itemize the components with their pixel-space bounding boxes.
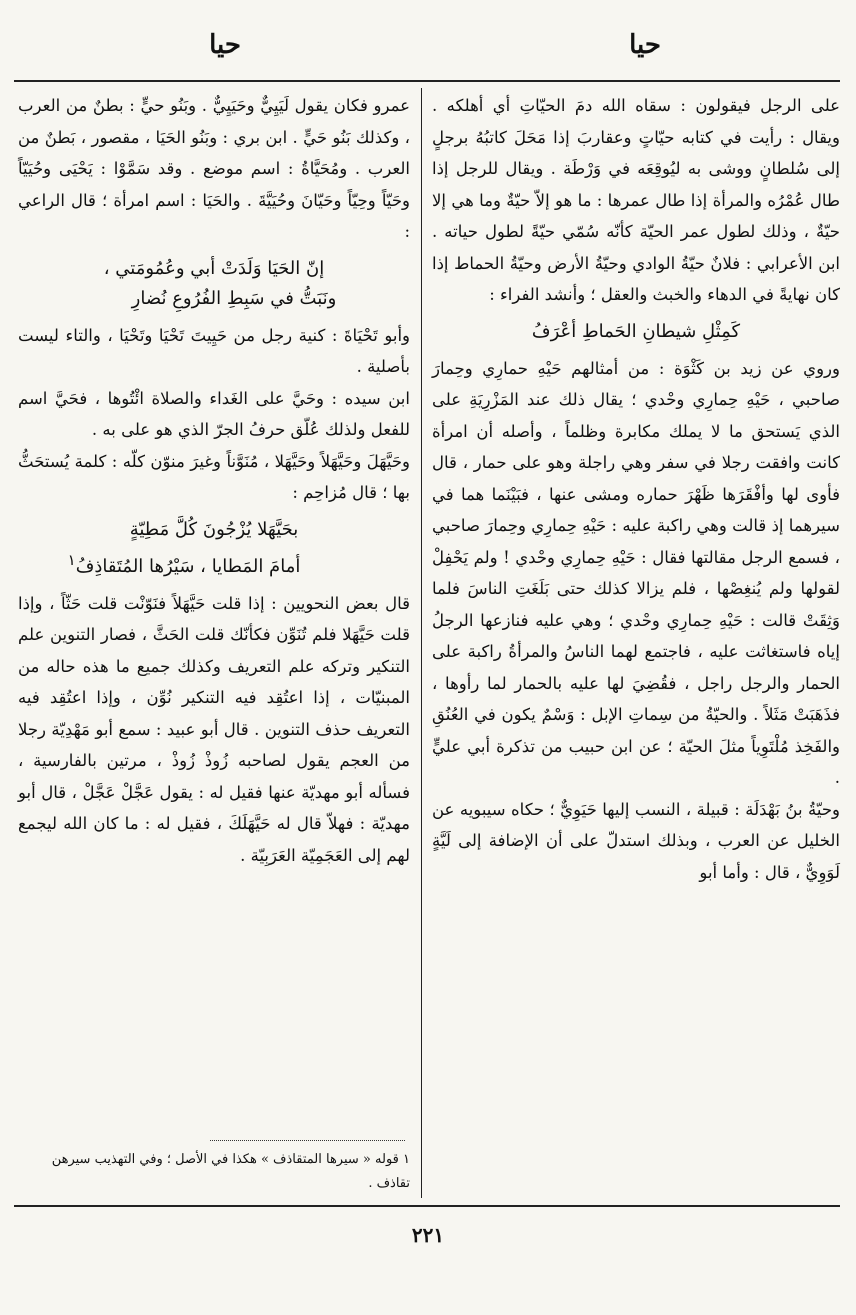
footnote-separator <box>210 1140 405 1141</box>
left-paragraph-2: وأبو تَحْيَاةَ : كنية رجل من حَيِيتَ تَحْيَا وتَحْيَا ، والتاء ليست بأصلية . <box>18 325 410 376</box>
left-paragraph-5: قال بعض النحويين : إذا قلت حَيَّهَلاً فنَوّنْت قلت حَثّاً ، وإذا قلت حَيَّهَلا فلم تُنَوِّن فكأنّك قلت الحَثَّ ، فصار التنوين علم التنكير وتركه علم التعريف وكذلك جميع ما هذه حاله من المبنيّات ، إذا اعتُقِد فيه التنكير نُوِّن ، وإذا اعتُقِد فيه التعريف حذف التنوين . قال أبو عبيد : سمع أبو مَهْدِيّة رجلا من العجم يقول لصاحبه زُوذْ زُوذْ ، مرتين بالفارسية ، فسأله أبو مهديّة عنها فقيل له : يقول عَجَّلْ عَجَّلْ ، قال أبو مهديّة : فهلاّ قال له حَيَّهَلَكَ ، فقيل له : ما كان الله ليجمع لهم إلى العَجَمِيّة العَرَبِيّة . <box>18 593 410 865</box>
page-number: ٢٢١ <box>411 1223 445 1247</box>
left-column <box>18 90 410 871</box>
footnote: ١ قوله « سيرها المتقاذف » هكذا في الأصل ؛ وفي التهذيب سيرهن تقاذف . <box>51 1152 410 1191</box>
right-paragraph-2: وروي عن زيد بن كَثْوَة : من أمثالهم حَيْهِ حمارِي وحِمارَ صاحبي ، حَيْهِ حِمارِي وحْدي ؛ يقال ذلك عند المَزْرِيَةِ على الذي يَستحق ما لا يملك مكابرة وظلماً ، وأصله أن امرأة كانت وافقت رجلا في سفر وهي راجلة وهو على حمار ، قال فأوى لها وأفْقَرَها ظَهْرَ حماره ومشى عنها ، فبَيْنَما هما في سيرهما إذ قالت وهي راكبة عليه : حَيْهِ حِمارِي وحِمارَ صاحبي ، فسمع الرجل مقالتها فقال : حَيْهِ حِمارِي وحْدي ! ولم يَحْفِلْ لقولها ولم يُنغِصْها ، فلم يزالا كذلك حتى بَلَغَتِ الناسَ فلما وَثِقَتْ قالت : حَيْهِ حِمارِي وحْدي ؛ وهي عليه فنازعها الرجلُ إياه فاستغاثت عليه ، فاجتمع لهما الناسُ والمرأةُ راكبة على الحمار والرجل راجل ، فقُضِيَ لها عليه بالحمار لما رأوها ، فذَهَبَتْ مَثَلاً . والحيّةُ من سِماتِ الإبل : وَسْمٌ يكون في العُنُقِ والفَخِذ مُلْتَوِياً مثلَ الحيّة ؛ عن ابن حبيب من تذكرة أبي عليٍّ . <box>432 358 840 787</box>
right-paragraph-1: على الرجل فيقولون : سقاه الله دمَ الحيّاتِ أي أهلكه . ويقال : رأيت في كتابه حيّاتٍ وعقاربَ إذا مَحَلَ كاتبُهُ برجلٍ إلى سُلطانٍ ووشى به ليُوقِعَه في وَرْطَة . ويقال للرجل إذا طال عُمْرُه والمرأة إذا طال عمرها : ما هو إلاّ حيّةٌ وما هي إلا حيّةٌ ، وذلك لطول عمر الحيّة كأنّه سُمّي حيّةً لطول حياته . ابن الأعرابي : فلانٌ حيّةُ الوادي وحيّةُ الأرض وحيّةُ الحماط إذا كان نهايةً في الدهاء والخبث والعقل ؛ وأنشد الفراء : <box>432 96 840 304</box>
left-verse-2 <box>18 515 410 582</box>
right-verse-1 <box>432 317 840 347</box>
left-paragraph-1: عمرو فكان يقول لَيَيِيٌّ وحَيَيِيٌّ . وبَنُو حيٍّ : بطنٌ من العرب ، وكذلك بَنُو حَيٍّ . ابن بري : وبَنُو الحَيَا ، مقصور ، بَطنٌ من العرب . ومُحَيَّاةُ : اسم موضع . وقد سَمَّوْا : يَحْيَى وحُيَيّاً وحَيّاً وحِيّاً وحَيّانَ وحُيَيَّةَ . والحَيَا : اسم امرأة ؛ قال الراعي : <box>18 96 410 241</box>
top-rule <box>14 80 840 82</box>
left-paragraph-3: ابن سيده : وحَيَّ على الغَداء والصلاة ائْتُوها ، فحَيَّ اسم للفعل ولذلك عُلّق حرفُ الجرّ الذي هو على به . <box>18 388 410 439</box>
right-paragraph-3: وحيّةُ بنُ بَهْدَلَة : قبيلة ، النسب إليها حَيَوِيٌّ ؛ حكاه سيبويه عن الخليل عن العرب ، وبذلك استدلّ على أن الإضافة إلى لَيَّةٍ لَوَوِيٌّ ، قال : وأما أبو <box>432 799 840 882</box>
verse-line-a: بحَيَّهَلا يُزْجُونَ كُلَّ مَطِيّةٍ <box>129 518 299 540</box>
running-header-right: حيا <box>629 30 661 60</box>
left-verse-1 <box>18 254 410 314</box>
verse-line: كَمِثْلِ شيطانِ الحَماطِ أعْرَفُ <box>531 320 741 342</box>
verse-line-a: إنّ الحَيَا وَلَدَتْ أبي وعُمُومَتي ، <box>103 257 325 279</box>
bottom-rule <box>14 1205 840 1207</box>
verse-line-b: ونَبَتُّ في سَبِطِ الفُرُوعِ نُضارِ <box>131 287 337 309</box>
running-header-left: حيا <box>209 30 241 60</box>
footnote-marker: ١ <box>67 550 76 569</box>
verse-line-b <box>18 545 410 582</box>
right-column <box>432 90 840 888</box>
verse-text: أمامَ المَطايا ، سَيْرُها المُتَقاذِفُ <box>75 555 301 577</box>
column-divider <box>421 88 422 1198</box>
left-paragraph-4: وحَيَّهَلَ وحَيَّهَلاً وحَيَّهَلا ، مُنَوَّناً وغيرَ منوّن كلّه : كلمة يُستحَثُّ بها ؛ قال مُزاحِم : <box>18 451 410 502</box>
